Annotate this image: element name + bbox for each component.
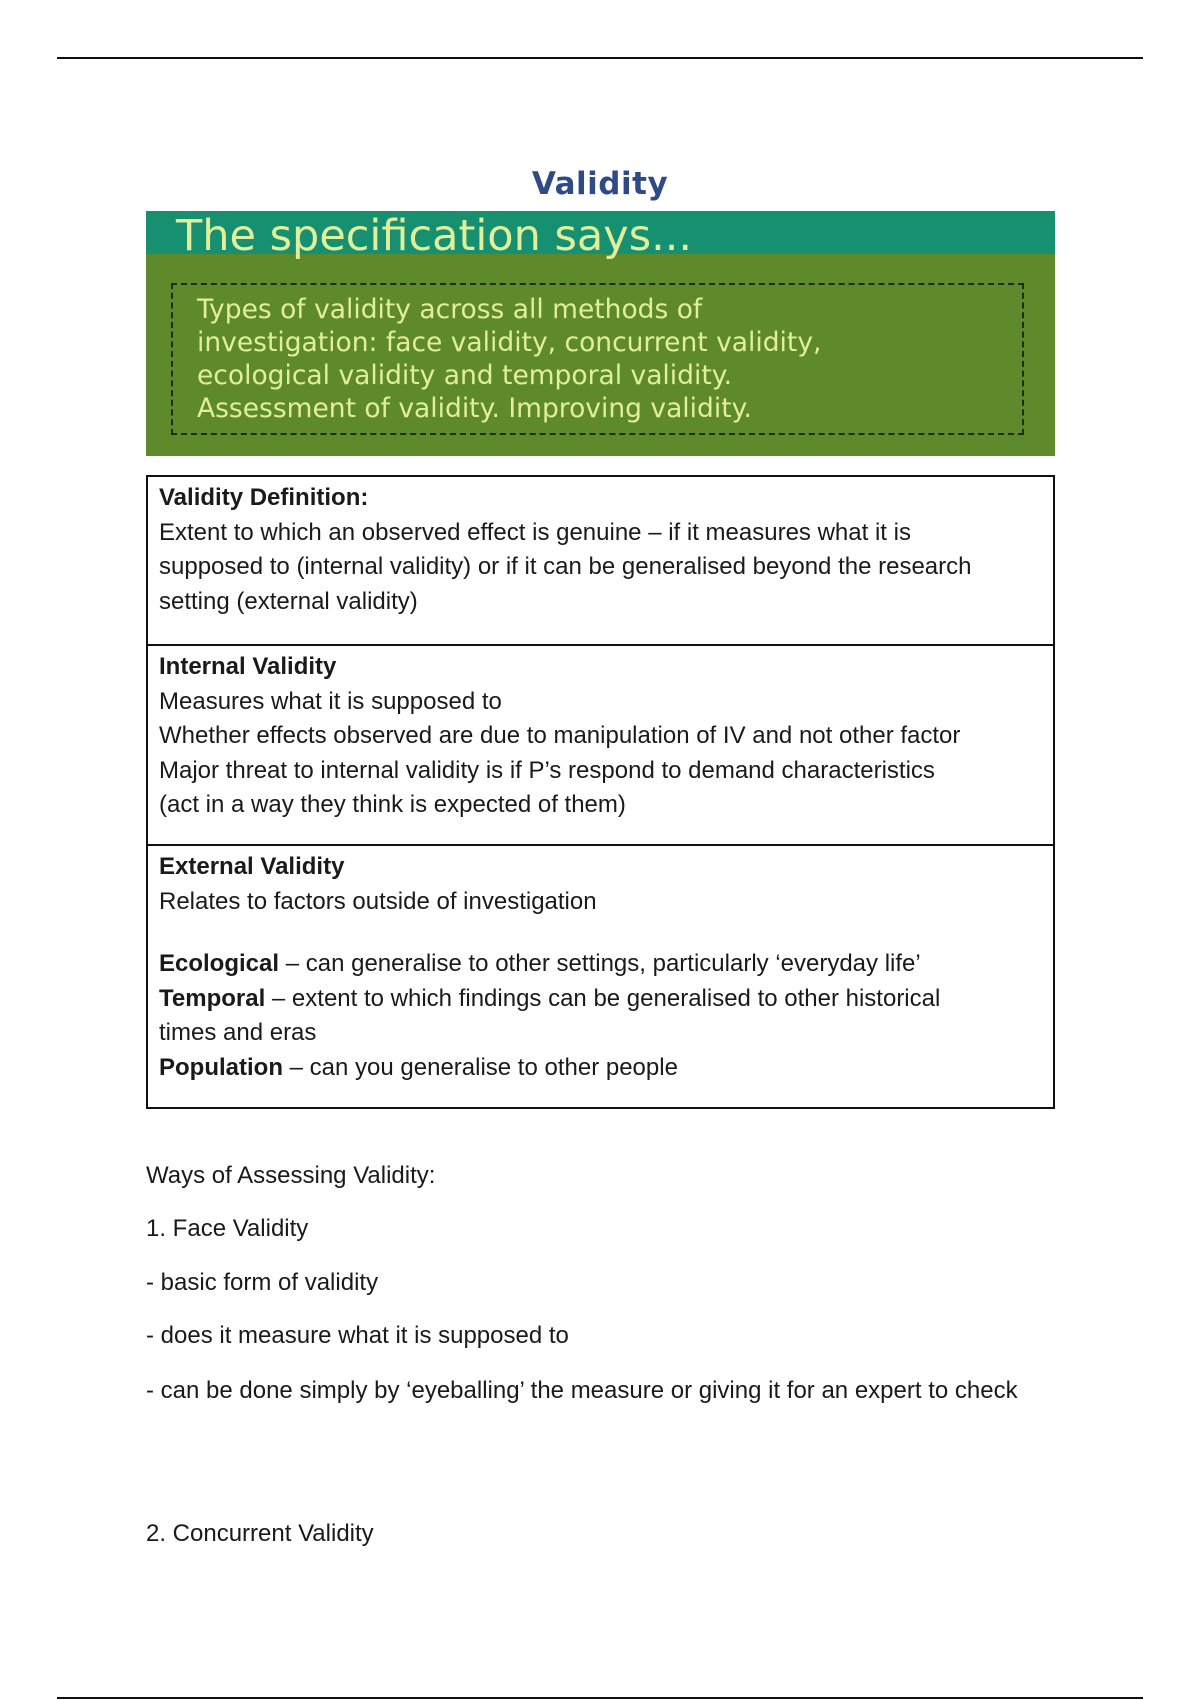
validity-definition-line: supposed to (internal validity) or if it can be generalised beyond the research (159, 553, 972, 580)
internal-validity-line: Whether effects observed are due to manipulation of IV and not other factor (159, 722, 961, 749)
population-text: – can you generalise to other people (282, 1053, 678, 1081)
specification-header (146, 211, 1055, 261)
temporal-validity-line (159, 982, 1043, 1017)
concurrent-validity-title: 2. Concurrent Validity (146, 1520, 374, 1547)
external-validity-intro: Relates to factors outside of investigation (159, 887, 597, 915)
face-validity-point: - basic form of validity (146, 1269, 379, 1296)
external-validity-heading: External Validity (159, 853, 345, 880)
validity-definition-line: setting (external validity) (159, 587, 418, 615)
internal-validity-line: (act in a way they think is expected of them) (159, 791, 626, 818)
temporal-validity-line-2: times and eras (159, 1019, 317, 1046)
validity-definition-heading: Validity Definition: (159, 484, 369, 511)
face-validity-point: - does it measure what it is supposed to (146, 1322, 569, 1349)
internal-validity-heading: Internal Validity (159, 653, 337, 680)
external-validity-cell (148, 844, 1053, 1107)
specification-heading: The specification says... (176, 211, 693, 261)
specification-text: Types of validity across all methods of investigation: face validity, concurrent validity, ecological validity and temporal validity. Assessment of validity. Improving validity. (197, 294, 822, 424)
internal-validity-line: Major threat to internal validity is if P’s respond to demand characteristics (159, 756, 935, 784)
definitions-table (146, 475, 1055, 1109)
face-validity-title: 1. Face Validity (146, 1215, 309, 1242)
assessing-validity-heading: Ways of Assessing Validity: (146, 1162, 436, 1189)
temporal-term: Temporal (159, 984, 266, 1012)
specification-box (171, 283, 1024, 435)
internal-validity-cell (148, 644, 1053, 844)
ecological-text: – can generalise to other settings, particularly ‘everyday life’ (279, 950, 921, 977)
ecological-term: Ecological (159, 950, 280, 977)
face-validity-point: - can be done simply by ‘eyeballing’ the measure or giving it for an expert to check (146, 1377, 1018, 1404)
specification-banner (146, 211, 1055, 456)
top-rule (57, 57, 1143, 59)
validity-definition-line: Extent to which an observed effect is genuine – if it measures what it is (159, 518, 911, 546)
ecological-validity-line (159, 947, 1043, 982)
bottom-rule (57, 1697, 1143, 1699)
page-title: Validity (531, 166, 669, 202)
internal-validity-line: Measures what it is supposed to (159, 687, 502, 715)
population-validity-line (159, 1051, 1043, 1086)
temporal-text: – extent to which findings can be generalised to other historical (265, 984, 941, 1012)
validity-definition-cell (148, 477, 1053, 644)
population-term: Population (159, 1053, 283, 1081)
